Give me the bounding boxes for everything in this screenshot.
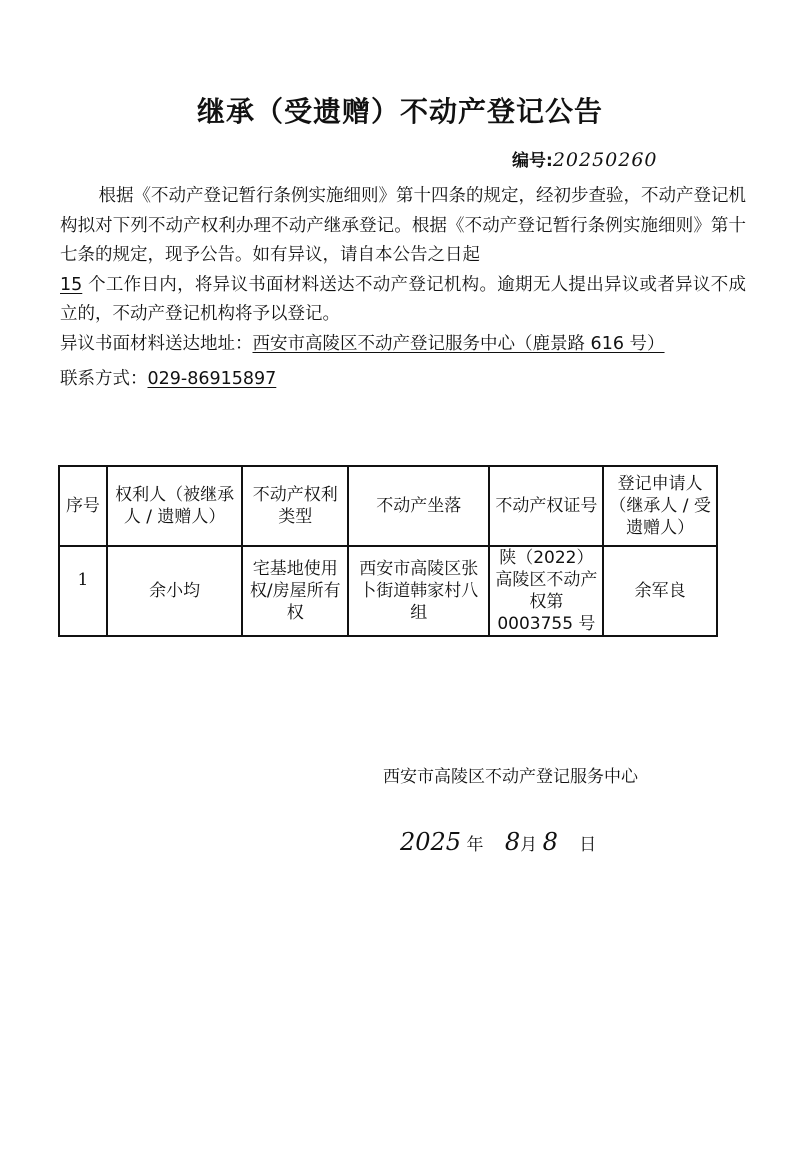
cell-cert-no: 陕（2022）高陵区不动产权第 0003755 号 bbox=[489, 546, 603, 636]
contact-line bbox=[60, 365, 746, 395]
cell-right-type: 宅基地使用权/房屋所有权 bbox=[242, 546, 348, 636]
document-number-value: 20250260 bbox=[552, 149, 658, 171]
cell-no: 1 bbox=[59, 546, 107, 636]
header-right-type: 不动产权利类型 bbox=[242, 466, 348, 546]
paragraph-part-1: 根据《不动产登记暂行条例实施细则》第十四条的规定，经初步查验，不动产登记机构拟对下列不动产权利办理不动产继承登记。根据《不动产登记暂行条例实施细则》第十七条的规定，现予公告。如有异议，请自本公告之日起 bbox=[60, 186, 746, 265]
cell-holder: 余小均 bbox=[107, 546, 243, 636]
document-number bbox=[512, 146, 658, 171]
contact-phone: 029-86915897 bbox=[147, 369, 277, 389]
table-row bbox=[59, 546, 717, 636]
notice-paragraph bbox=[60, 182, 746, 330]
header-location: 不动产坐落 bbox=[348, 466, 489, 546]
objection-address-value: 西安市高陵区不动产登记服务中心（鹿景路 616 号） bbox=[252, 333, 665, 354]
header-holder: 权利人（被继承人 / 遗赠人） bbox=[107, 466, 243, 546]
header-cert-no: 不动产权证号 bbox=[489, 466, 603, 546]
date-month-label: 月 bbox=[520, 835, 538, 855]
header-no: 序号 bbox=[59, 466, 107, 546]
date-day: 8 bbox=[542, 828, 558, 856]
date-month: 8 bbox=[504, 828, 521, 856]
date-day-label: 日 bbox=[579, 835, 597, 855]
contact-label: 联系方式： bbox=[60, 369, 148, 389]
objection-address-label: 异议书面材料送达地址： bbox=[60, 333, 253, 354]
date-year: 2025 bbox=[400, 828, 462, 856]
notice-title: 继承（受遗赠）不动产登记公告 bbox=[196, 95, 603, 128]
date-year-label: 年 bbox=[466, 835, 484, 855]
table-header-row bbox=[59, 466, 717, 546]
cell-applicant: 余军良 bbox=[603, 546, 717, 636]
notice-date bbox=[400, 828, 596, 856]
cell-location: 西安市高陵区张卜街道韩家村八组 bbox=[348, 546, 489, 636]
objection-days: 15 bbox=[60, 274, 83, 295]
issuing-organization: 西安市高陵区不动产登记服务中心 bbox=[383, 767, 638, 787]
paragraph-part-2: 个工作日内，将异议书面材料送达不动产登记机构。逾期无人提出异议或者异议不成立的，不动产登记机构将予以登记。 bbox=[60, 274, 746, 324]
header-applicant: 登记申请人（继承人 / 受遗赠人） bbox=[603, 466, 717, 546]
document-number-label: 编号: bbox=[512, 151, 553, 171]
objection-address-line bbox=[60, 330, 746, 360]
property-table bbox=[58, 465, 718, 637]
notice-body bbox=[60, 182, 746, 395]
